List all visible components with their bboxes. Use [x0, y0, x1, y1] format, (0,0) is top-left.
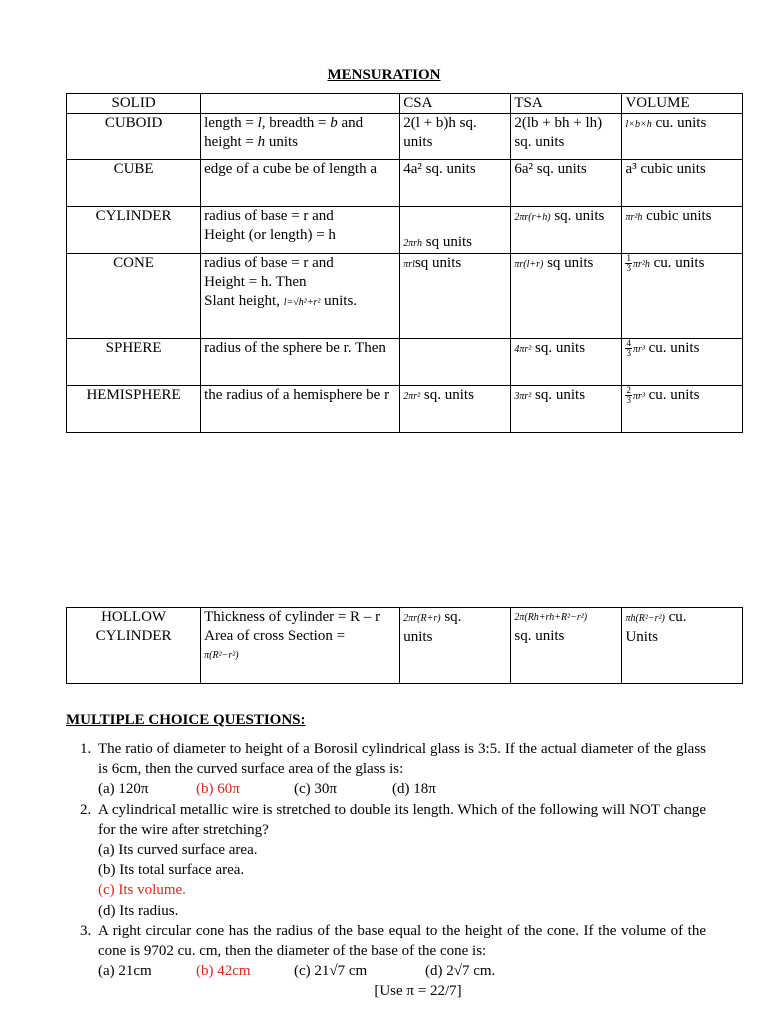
solid-description: radius of the sphere be r. Then	[201, 339, 400, 386]
mcq-list	[66, 739, 706, 1002]
option-d: (d) 18π	[392, 781, 436, 798]
volume-cell: πr²h cubic units	[622, 207, 743, 254]
header-solid: SOLID	[67, 94, 201, 114]
options-row	[98, 961, 706, 981]
solid-description: length = l, breadth = b and height = h units	[201, 114, 400, 160]
tsa-cell: πr(l+r) sq units	[511, 254, 622, 339]
option-d: (d) Its radius.	[98, 902, 179, 919]
volume-cell: l×b×h cu. units	[622, 114, 743, 160]
question-3	[66, 921, 706, 1002]
option-b-answer: (b) 42cm	[196, 963, 251, 980]
question-text: The ratio of diameter to height of a Borosil cylindrical glass is 3:5. If the actual diameter of the glass is 6cm, then the curved surface area of the glass is:	[98, 741, 706, 778]
csa-cell: 2πr² sq. units	[400, 386, 511, 433]
solid-name: CUBE	[67, 160, 201, 207]
tsa-cell: 2πr(r+h) sq. units	[511, 207, 622, 254]
table-row	[67, 339, 743, 386]
header-csa: CSA	[400, 94, 511, 114]
solid-name: CUBOID	[67, 114, 201, 160]
csa-cell: 4a² sq. units	[400, 160, 511, 207]
volume-cell: $\frac{4}{3}$ πr³ cu. units	[622, 339, 743, 386]
table-row	[67, 160, 743, 207]
solid-name: CYLINDER	[67, 207, 201, 254]
solid-description: edge of a cube be of length a	[201, 160, 400, 207]
fraction: $\frac{1}{3}$	[626, 253, 631, 274]
table-row	[67, 386, 743, 433]
solid-description: radius of base = r and Height = h. Then Slant height, l=√h²+r² units.	[201, 254, 400, 339]
tsa-cell: 4πr² sq. units	[511, 339, 622, 386]
volume-cell: $\frac{2}{3}$ πr³ cu. units	[622, 386, 743, 433]
option-b: (b) Its total surface area.	[98, 862, 245, 879]
header-tsa: TSA	[511, 94, 622, 114]
question-number: 2.	[80, 801, 92, 818]
option-a: (a) 120π	[98, 781, 149, 798]
question-1	[66, 739, 706, 800]
solid-description: radius of base = r and Height (or length) = h	[201, 207, 400, 254]
table-row	[67, 608, 743, 684]
volume-cell: a³ cubic units	[622, 160, 743, 207]
option-c-answer: (c) Its volume.	[98, 882, 186, 899]
csa-cell: 2πr(R+r) sq. units	[400, 608, 511, 684]
solid-name: SPHERE	[67, 339, 201, 386]
question-number: 1.	[80, 741, 92, 757]
solid-name: CONE	[67, 254, 201, 339]
volume-cell: $\frac{1}{3}$ πr²h cu. units	[622, 254, 743, 339]
option-b-answer: (b) 60π	[196, 781, 240, 798]
solid-name: HOLLOW CYLINDER	[67, 608, 201, 684]
table-row	[67, 114, 743, 160]
pi-note: [Use π = 22/7]	[374, 983, 462, 1000]
question-text: A right circular cone has the radius of the base equal to the height of the cone. If the volume of the cone is 9702 cu. cm, then the diameter of the base of the cone is:	[98, 922, 706, 960]
fraction: $\frac{4}{3}$	[626, 338, 631, 359]
csa-cell: πrlsq units	[400, 254, 511, 339]
table-row	[67, 254, 743, 339]
option-c: (c) 21√7 cm	[294, 963, 368, 980]
option-d: (d) 2√7 cm.	[425, 963, 496, 980]
question-number: 3.	[80, 922, 92, 939]
hollow-cylinder-table	[66, 607, 743, 684]
option-c: (c) 30π	[294, 781, 337, 798]
tsa-cell: 2π(Rh+rh+R²−r²) sq. units	[511, 608, 622, 684]
csa-cell	[400, 339, 511, 386]
question-2	[66, 800, 706, 921]
solid-description: Thickness of cylinder = R – r Area of cross Section = π(R²−r²)	[201, 608, 400, 684]
option-a: (a) 21cm	[98, 963, 152, 980]
volume-cell: πh(R²−r²) cu. Units	[622, 608, 743, 684]
page-title: MENSURATION	[327, 67, 441, 83]
solid-name: HEMISPHERE	[67, 386, 201, 433]
options-row	[98, 779, 706, 799]
tsa-cell: 6a² sq. units	[511, 160, 622, 207]
header-description	[201, 94, 400, 114]
csa-cell: 2πrh sq units	[400, 207, 511, 254]
tsa-cell: 3πr² sq. units	[511, 386, 622, 433]
csa-cell: 2(l + b)h sq. units	[400, 114, 511, 160]
solid-description: the radius of a hemisphere be r	[201, 386, 400, 433]
option-a: (a) Its curved surface area.	[98, 842, 258, 859]
mensuration-table	[66, 93, 743, 433]
header-volume: VOLUME	[622, 94, 743, 114]
fraction: $\frac{2}{3}$	[626, 385, 631, 406]
table-header-row	[67, 94, 743, 114]
mcq-heading: MULTIPLE CHOICE QUESTIONS:	[66, 712, 306, 728]
table-row	[67, 207, 743, 254]
tsa-cell: 2(lb + bh + lh) sq. units	[511, 114, 622, 160]
question-text: A cylindrical metallic wire is stretched to double its length. Which of the following will NOT change for the wire after stretching?	[98, 801, 706, 838]
